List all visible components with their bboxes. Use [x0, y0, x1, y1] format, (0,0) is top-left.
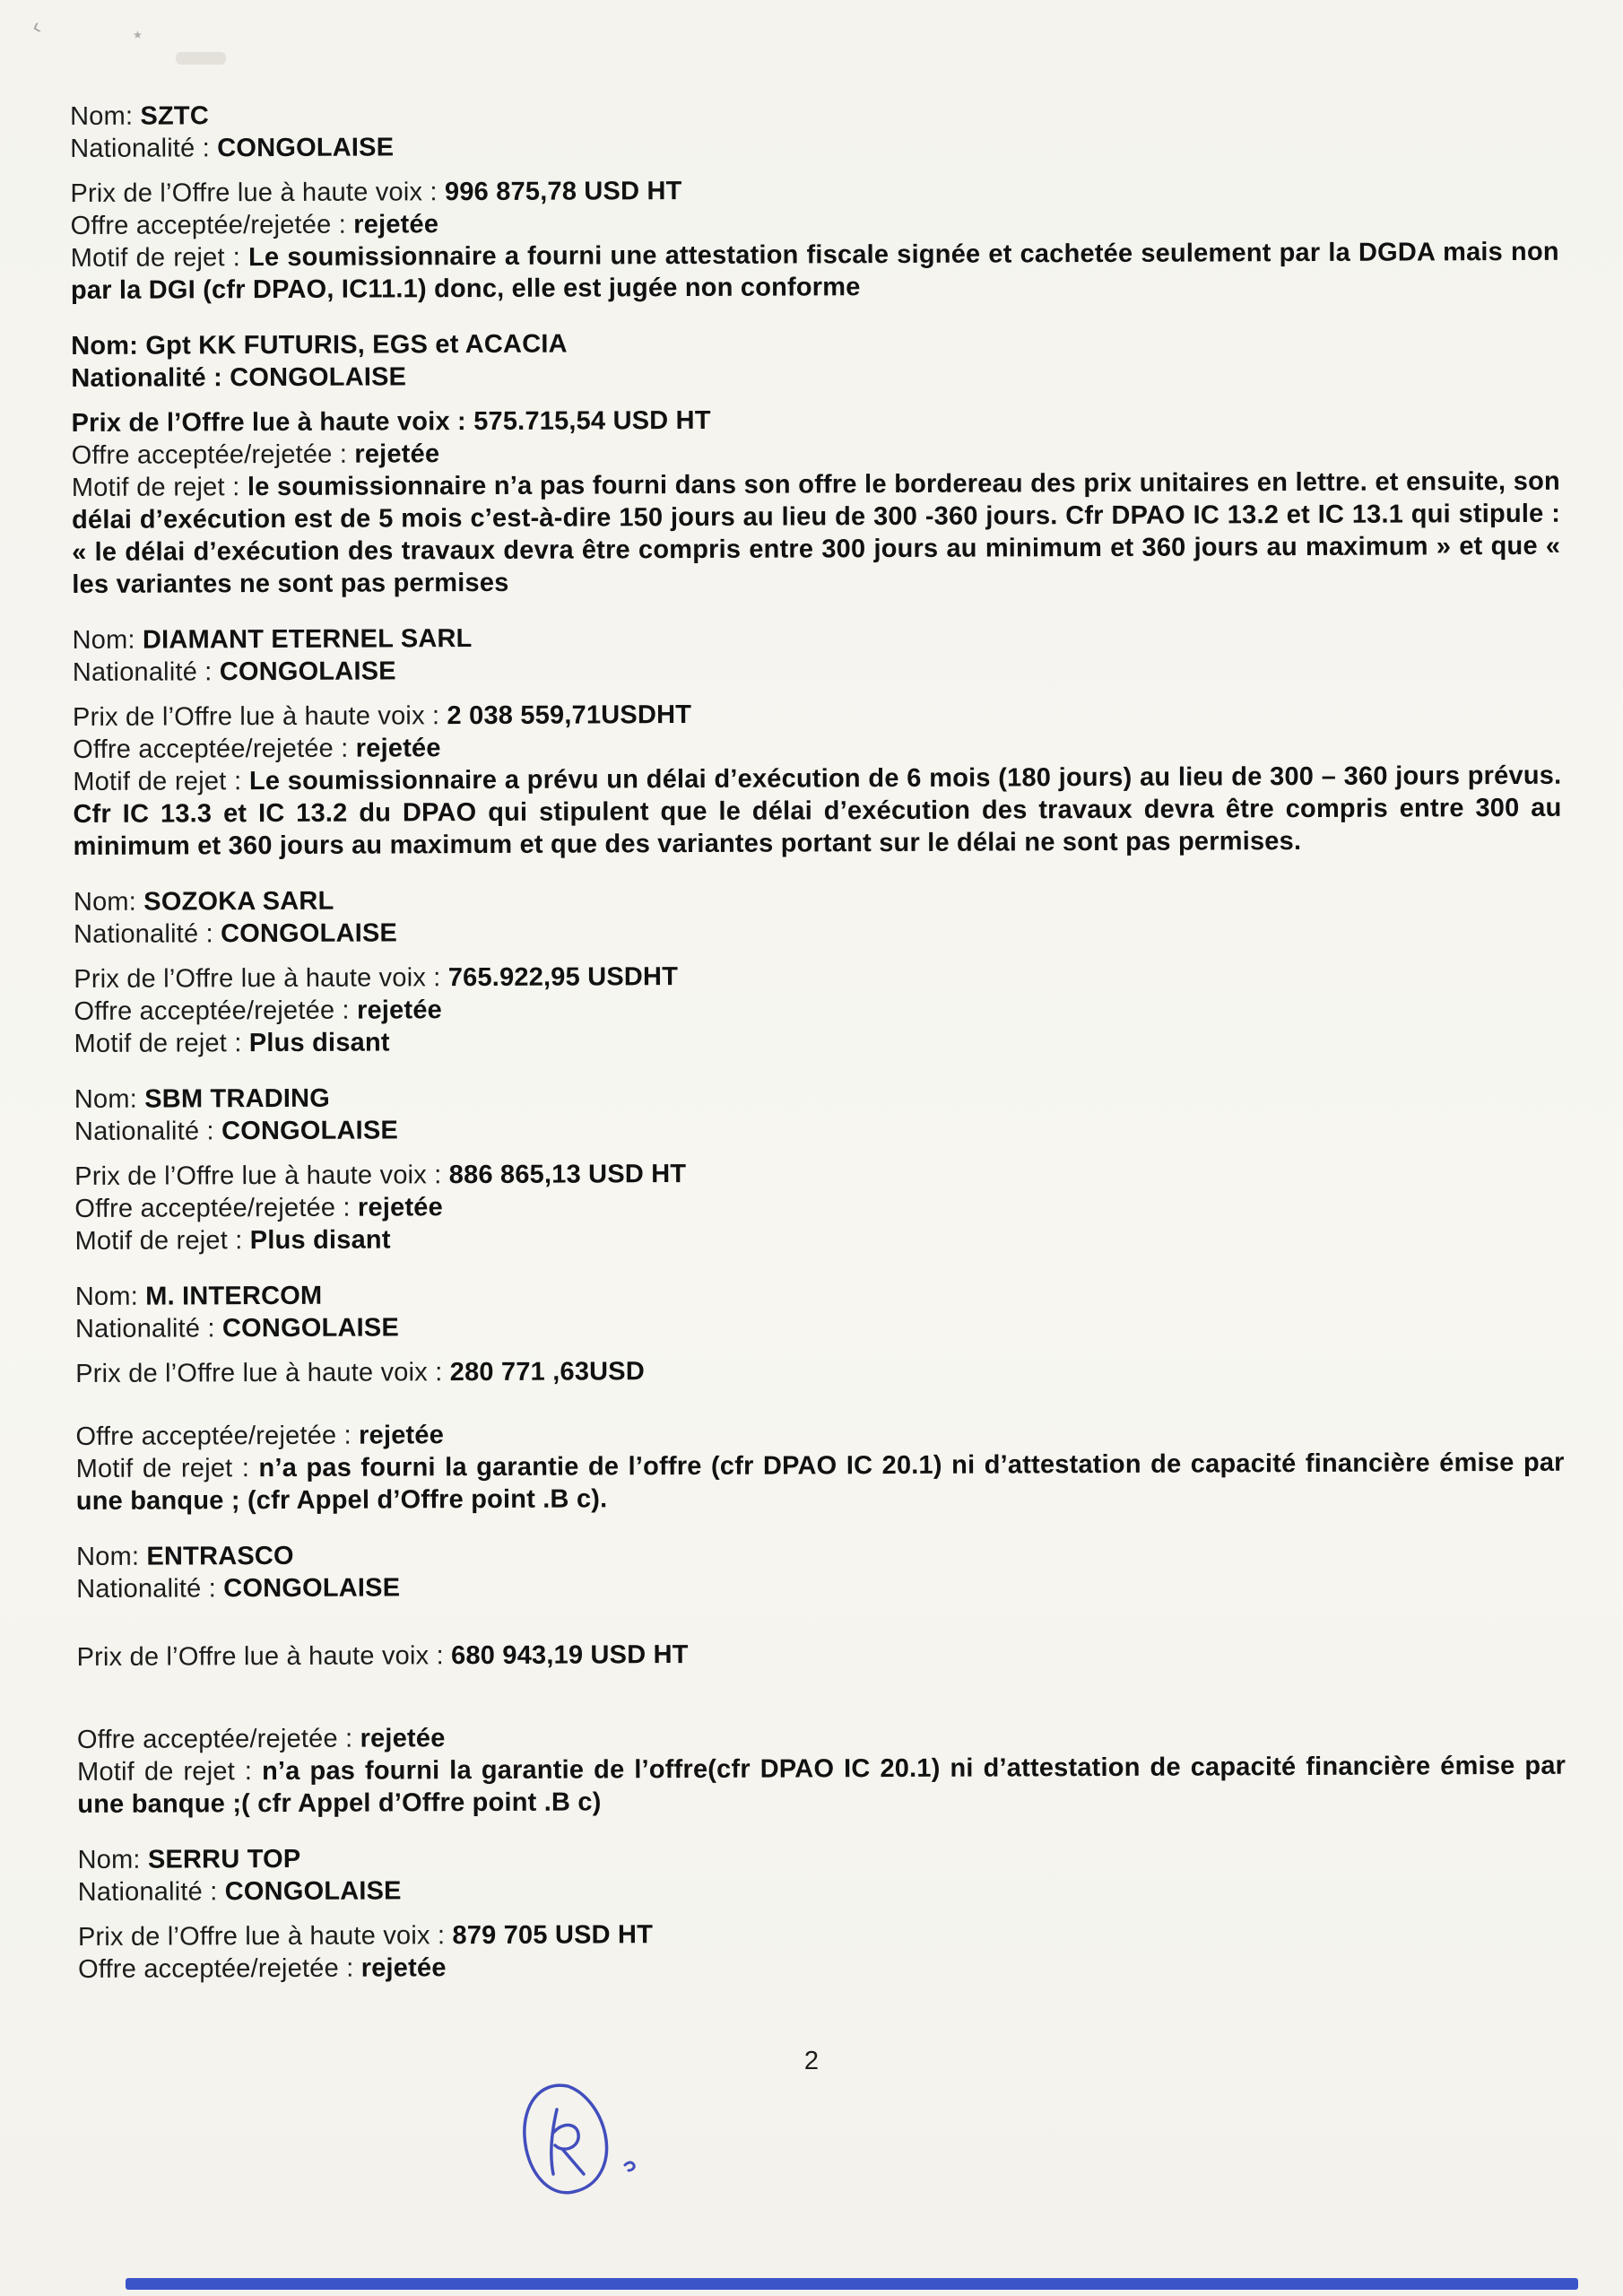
nom-label: Nom:: [72, 625, 135, 655]
nom-label: Nom:: [71, 331, 139, 361]
bidder-entry-serru-top: [77, 1838, 1567, 1986]
nationalite-line: [73, 650, 1561, 689]
offre-value: rejetée: [359, 1421, 445, 1450]
nationalite-value: CONGOLAISE: [223, 1573, 401, 1604]
offre-value: rejetée: [360, 1953, 447, 1983]
nationalite-value: CONGOLAISE: [221, 918, 398, 949]
bidder-entry-sztc: [70, 94, 1559, 307]
offre-label: Offre acceptée/rejetée :: [75, 1421, 352, 1451]
nationalite-value: CONGOLAISE: [224, 1876, 402, 1907]
prix-label: Prix de l’Offre lue à haute voix :: [75, 1358, 443, 1388]
nom-value: Gpt KK FUTURIS, EGS et ACACIA: [145, 329, 568, 361]
nationalite-label: Nationalité :: [71, 363, 222, 393]
motif-line: [76, 1447, 1565, 1518]
nom-label: Nom:: [74, 1282, 138, 1311]
motif-label: Motif de rejet :: [75, 1454, 250, 1483]
bidder-entry-entrasco: [76, 1535, 1566, 1821]
nationalite-line: [70, 126, 1558, 165]
motif-line: [73, 760, 1561, 863]
offre-value: rejetée: [354, 439, 440, 469]
nom-value: SBM TRADING: [144, 1083, 331, 1114]
offre-line: [78, 1947, 1567, 1986]
motif-label: Motif de rejet :: [73, 767, 242, 796]
prix-label: Prix de l’Offre lue à haute voix :: [71, 407, 466, 438]
nationalite-label: Nationalité :: [70, 134, 211, 163]
scan-artifact-mark: ‹: [28, 12, 44, 40]
nom-value: ENTRASCO: [146, 1541, 294, 1571]
offre-label: Offre acceptée/rejetée :: [76, 1724, 353, 1754]
nom-label: Nom:: [76, 1542, 140, 1571]
nationalite-label: Nationalité :: [77, 1877, 218, 1907]
motif-line: [72, 465, 1561, 601]
prix-label: Prix de l’Offre lue à haute voix :: [74, 963, 441, 994]
offre-label: Offre acceptée/rejetée :: [74, 996, 350, 1026]
prix-label: Prix de l’Offre lue à haute voix :: [77, 1921, 446, 1952]
motif-value: Le soumissionnaire a fourni une attestation fiscale signée et cachetée seulement par la DGDA mais non par la DGI (cfr DPAO, IC11.1) donc, elle est jugée non conforme: [70, 237, 1559, 305]
nationalite-line: [78, 1870, 1567, 1909]
prix-value: 886 865,13 USD HT: [448, 1160, 687, 1190]
nom-label: Nom:: [73, 887, 137, 917]
offre-label: Offre acceptée/rejetée :: [73, 734, 349, 764]
prix-line: [75, 1352, 1564, 1390]
scan-artifact-mark: ٭: [133, 25, 143, 45]
bidder-entry-diamant-eternel: [73, 618, 1562, 863]
motif-line: [71, 236, 1559, 307]
prix-label: Prix de l’Offre lue à haute voix :: [72, 701, 440, 732]
prix-value: 2 038 559,71USDHT: [447, 700, 692, 731]
bidder-entry-sozoka: [74, 880, 1563, 1060]
prix-value: 575.715,54 USD HT: [473, 405, 711, 437]
nationalite-label: Nationalité :: [74, 1117, 214, 1146]
motif-value: n’a pas fourni la garantie de l’offre (cfr DPAO IC 20.1) ni d’attestation de capacité financière émise par une banque ; (cfr Appel d’Offre point .B c).: [75, 1448, 1565, 1516]
nationalite-line: [75, 1307, 1564, 1345]
nom-label: Nom:: [70, 101, 134, 131]
nationalite-value: CONGOLAISE: [221, 1313, 400, 1344]
nationalite-label: Nationalité :: [76, 1574, 217, 1604]
bottom-blue-edge-bar: [126, 2278, 1578, 2290]
nationalite-line: [76, 1567, 1565, 1605]
nationalite-value: CONGOLAISE: [221, 1116, 399, 1146]
offre-value: rejetée: [357, 1193, 443, 1222]
motif-value: n’a pas fourni la garantie de l’offre(cfr DPAO IC 20.1) ni d’attestation de capacité financière émise par une banque ;( cfr Appel d’Offre point .B c): [77, 1751, 1567, 1819]
motif-label: Motif de rejet :: [74, 1226, 243, 1256]
offre-label: Offre acceptée/rejetée :: [78, 1953, 354, 1984]
offre-label: Offre acceptée/rejetée :: [74, 1193, 351, 1223]
offre-value: rejetée: [355, 734, 441, 763]
nationalite-label: Nationalité :: [74, 1314, 215, 1344]
motif-line: [74, 1022, 1563, 1060]
nationalite-label: Nationalité :: [73, 919, 213, 949]
nationalite-value: CONGOLAISE: [230, 362, 407, 393]
motif-value: Plus disant: [248, 1028, 390, 1058]
nationalite-line: [71, 356, 1559, 395]
offre-value: rejetée: [356, 996, 443, 1025]
nom-value: SERRU TOP: [147, 1844, 301, 1874]
nationalite-value: CONGOLAISE: [219, 657, 396, 687]
signature-scribble-icon: [516, 2079, 650, 2205]
bidder-entry-m-intercom: [75, 1274, 1565, 1518]
motif-label: Motif de rejet :: [71, 473, 240, 502]
prix-label: Prix de l’Offre lue à haute voix :: [70, 178, 438, 208]
offre-value: rejetée: [353, 210, 439, 239]
document-body: [70, 94, 1567, 2009]
motif-value: Le soumissionnaire a prévu un délai d’exécution de 6 mois (180 jours) au lieu de 300 – 360 jours prévus. Cfr IC 13.3 et IC 13.2 du DPAO qui stipulent que le délai d’exécution des travaux devra être compris entre 300 au minimum et 360 jours au maximum et que des variantes portant sur le délai ne sont pas permises.: [73, 761, 1562, 861]
prix-value: 996 875,78 USD HT: [444, 177, 682, 207]
offre-label: Offre acceptée/rejetée :: [71, 439, 348, 470]
nationalite-value: CONGOLAISE: [217, 133, 395, 163]
nom-value: SOZOKA SARL: [143, 886, 334, 917]
motif-value: le soumissionnaire n’a pas fourni dans son offre le bordereau des prix unitaires en lettre. et ensuite, son délai d’exécution est de 5 mois c’est-à-dire 150 jours au lieu de 300 -360 jours. Cfr DPAO IC 13.2 et IC 13.1 qui stipule : « le délai d’exécution des travaux devra être compris entre 300 jours au minimum et 360 jours au maximum » et que « les variantes ne sont pas permises: [71, 466, 1561, 599]
prix-line: [76, 1635, 1565, 1674]
motif-line: [74, 1219, 1563, 1257]
prix-label: Prix de l’Offre lue à haute voix :: [76, 1641, 444, 1672]
bidder-entry-kk-futuris: [71, 324, 1560, 601]
offre-label: Offre acceptée/rejetée :: [70, 210, 347, 240]
nationalite-label: Nationalité :: [72, 657, 213, 687]
prix-value: 879 705 USD HT: [452, 1920, 654, 1951]
motif-value: Plus disant: [249, 1225, 391, 1256]
nom-value: SZTC: [140, 101, 210, 131]
motif-label: Motif de rejet :: [74, 1029, 242, 1058]
motif-label: Motif de rejet :: [70, 243, 241, 273]
prix-value: 280 771 ,63USD: [449, 1357, 646, 1387]
motif-line: [77, 1750, 1566, 1821]
scan-artifact-smudge: [176, 52, 226, 65]
prix-value: 680 943,19 USD HT: [451, 1640, 689, 1671]
nationalite-line: [74, 1109, 1563, 1148]
offre-value: rejetée: [360, 1724, 446, 1753]
nom-value: DIAMANT ETERNEL SARL: [142, 624, 473, 655]
page-number: 2: [803, 2047, 820, 2075]
nom-label: Nom:: [74, 1084, 138, 1114]
prix-value: 765.922,95 USDHT: [447, 962, 679, 993]
nationalite-line: [74, 912, 1562, 951]
prix-label: Prix de l’Offre lue à haute voix :: [74, 1161, 442, 1191]
nom-label: Nom:: [77, 1845, 141, 1874]
nom-value: M. INTERCOM: [145, 1281, 323, 1311]
motif-label: Motif de rejet :: [77, 1757, 253, 1787]
bidder-entry-sbm-trading: [74, 1077, 1564, 1257]
